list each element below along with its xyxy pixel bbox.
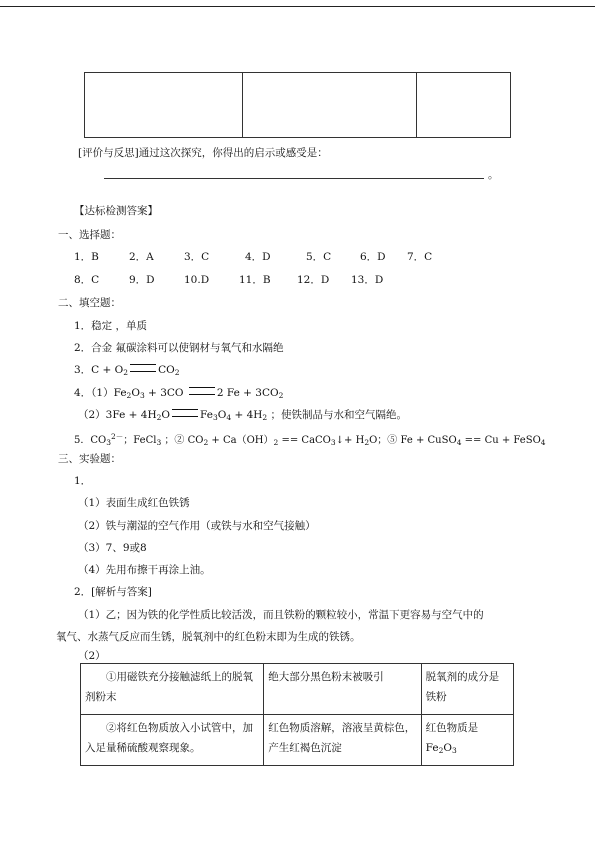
equation-text: O；⑤ Fe + CuSO [369,435,457,446]
subscript: 4 [540,438,546,447]
subscript: 4 [226,413,232,422]
equation-text: ↓+ H [335,435,365,446]
mc-answer: 6．D [360,251,386,263]
reflection-end-mark: 。 [488,169,499,181]
blank-cell [417,73,511,138]
subscript: 2 [126,391,132,400]
equation-text: 5．CO [74,435,107,446]
subscript: 2 [174,368,180,377]
mc-answer: 10.D [184,274,210,286]
exp-q2-answer-1-line-1: （1）乙；因为铁的化学性质比较活泼，而且铁粉的颗粒较小，常温下更容易与空气中的 [78,609,484,621]
mc-answer: 3．C [184,251,210,263]
superscript: 2－ [111,432,124,441]
exp-q1: 1． [74,475,92,487]
equation-text: O [131,387,140,399]
reaction-equals-sign [130,364,156,372]
section-1-title: 一、选择题： [58,229,121,241]
mc-answer: 4．D [245,251,271,263]
equation-text: ；使铁制品与水和空气隔绝。 [267,409,408,421]
reaction-equals-sign [172,409,198,417]
equation-text: == CaCO [278,435,331,446]
subscript: 2 [364,438,370,447]
table-cell: 脱氧剂的成分是铁粉 [421,664,513,715]
equation-text: CO [158,364,175,376]
equation-text: + Ca（OH） [208,435,274,446]
reaction-equals-sign [189,387,215,395]
equation-text: 4．（1）Fe [74,387,127,399]
mc-answer: 11．B [239,274,271,286]
table-cell [421,715,513,766]
subscript: 3 [212,413,218,422]
blank-cell [243,73,417,138]
header-rule [0,6,595,7]
fill-answer-2: 2．合金 氟碳涂料可以使钢材与氧气和水隔绝 [74,342,284,354]
exp-q1-item: （3）7、9或8 [78,542,147,554]
table-row [81,715,514,766]
mc-row-1 [74,250,432,264]
equation-text: ；② CO [161,435,204,446]
fill-answer-4-2 [78,408,407,425]
equation-text: == Cu + FeSO [461,435,541,446]
subscript: 2 [438,746,444,755]
results-table [80,663,514,766]
mc-answer: 9．D [129,274,155,286]
fill-answer-1: 1．稳定 ，单质 [74,320,148,332]
equation-text: （2）3Fe + 4H [78,409,157,421]
exp-q1-item: （2）铁与潮湿的空气作用（或铁与水和空气接触） [78,520,316,532]
table-cell: 绝大部分黑色粉末被吸引 [264,664,421,715]
blank-cell [85,73,243,138]
subscript: 3 [156,438,162,447]
cell-text: O [443,742,452,754]
table-cell: ①用磁铁充分接触滤纸上的脱氧剂粉末 [81,664,264,715]
subscript: 3 [330,438,336,447]
section-2-title: 二、填空题： [58,297,121,309]
mc-answer: 8．C [74,274,100,286]
subscript: 3 [139,391,145,400]
exp-q2: 2．[解析与答案] [74,586,152,598]
cell-text: 红色物质是Fe [425,722,479,754]
table-row [81,664,514,715]
mc-row-2 [74,273,383,287]
fill-answer-5 [74,430,546,450]
subscript: 2 [278,391,284,400]
equation-text: 2 Fe + 3CO [216,387,279,399]
equation-text: ；FeCl [123,435,157,446]
subscript: 3 [451,746,457,755]
subscript: 2 [123,368,129,377]
equation-text: 3．C + O [74,364,124,376]
fill-answer-3 [74,363,180,380]
equation-text: + 4H [231,409,263,421]
reflection-label: [评价与反思]通过这次探究，你得出的启示或感受是： [78,147,328,159]
section-3-title: 三、实验题： [58,453,121,465]
exp-q2-answer-1-line-2: 氧气、水蒸气反应而生锈，脱氧剂中的红色粉末即为生成的铁锈。 [56,631,361,643]
mc-answer: 1．B [74,251,99,263]
equation-text: O [161,409,170,421]
fill-answer-4 [74,386,283,403]
top-blank-table [84,72,511,138]
exp-q2-answer-2: （2） [78,650,106,662]
subscript: 4 [456,438,462,447]
subscript: 2 [262,413,268,422]
mc-answer: 7．C [407,251,433,263]
answers-title: 【达标检测答案】 [74,205,158,217]
mc-answer: 13．D [351,274,384,286]
mc-answer: 5．C [306,251,332,263]
table-cell: ②将红色物质放入小试管中，加入足量稀硫酸观察现象。 [81,715,264,766]
subscript: 2 [273,438,279,447]
mc-answer: 2．A [129,251,154,263]
mc-answer: 12．D [297,274,330,286]
equation-text: + 3CO [144,387,187,399]
exp-q1-item: （1）表面生成红色铁锈 [78,497,190,509]
subscript: 2 [156,413,162,422]
exp-q1-item: （4）先用布擦干再涂上油。 [78,564,211,576]
equation-text: Fe [200,409,213,421]
table-cell: 红色物质溶解，溶液呈黄棕色，产生红褐色沉淀 [264,715,421,766]
subscript: 3 [106,438,111,447]
subscript: 2 [203,438,209,447]
answer-blank-line [104,178,484,179]
equation-text: O [217,409,227,421]
